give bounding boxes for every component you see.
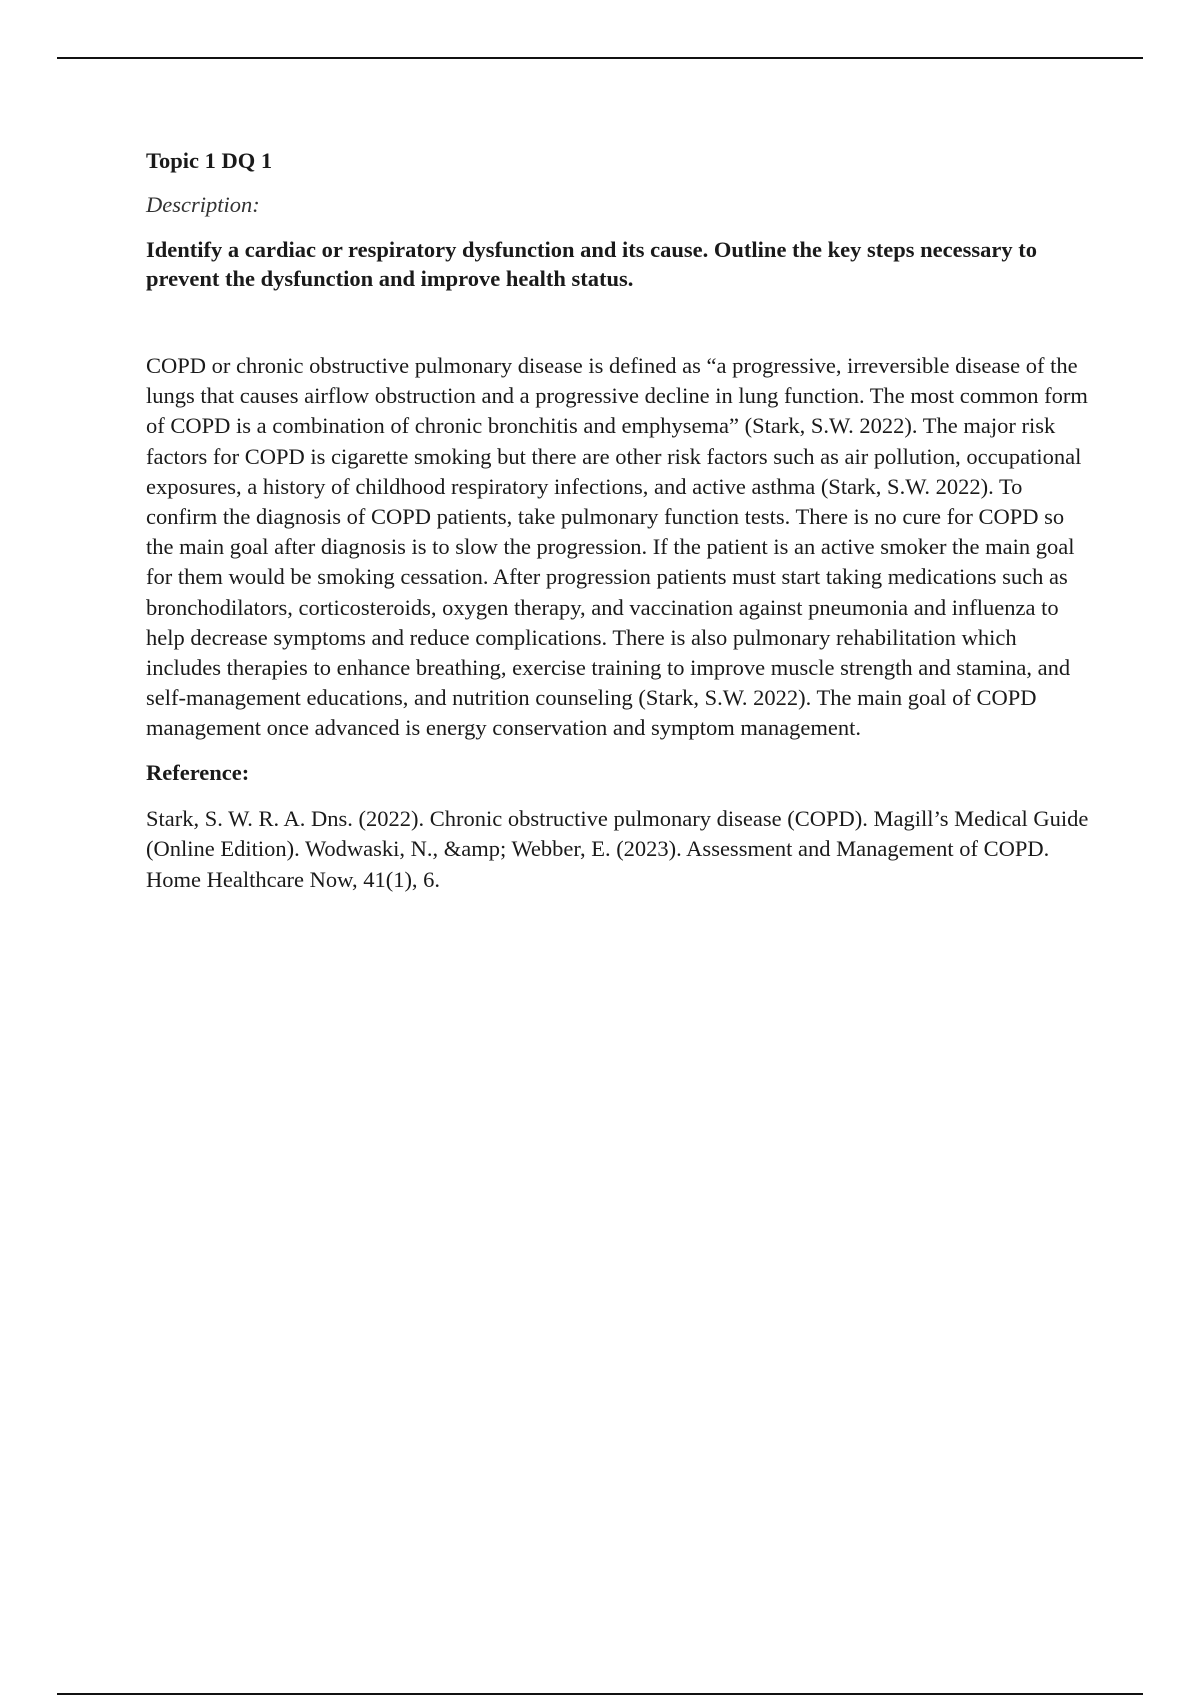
discussion-prompt: Identify a cardiac or respiratory dysfunction and its cause. Outline the key steps necessary to prevent the dysfunction and improve health status. [146, 237, 1038, 291]
document-content [146, 146, 1091, 895]
bottom-divider [57, 1693, 1143, 1695]
description-label: Description: [146, 192, 260, 217]
reference-heading: Reference: [146, 759, 250, 785]
page-title: Topic 1 DQ 1 [146, 148, 273, 173]
reference-text: Stark, S. W. R. A. Dns. (2022). Chronic obstructive pulmonary disease (COPD). Magill’s Medical Guide (Online Edition). Wodwaski, N., &amp; Webber, E. (2023). Assessment and Management of COPD. Home Healthcare Now, 41(1), 6. [146, 805, 1089, 892]
response-body: COPD or chronic obstructive pulmonary disease is defined as “a progressive, irreversible disease of the lungs that causes airflow obstruction and a progressive decline in lung function. The most common form of COPD is a combination of chronic bronchitis and emphysema” (Stark, S.W. 2022). The major risk factors for COPD is cigarette smoking but there are other risk factors such as air pollution, occupational exposures, a history of childhood respiratory infections, and active asthma (Stark, S.W. 2022). To confirm the diagnosis of COPD patients, take pulmonary function tests. There is no cure for COPD so the main goal after diagnosis is to slow the progression. If the patient is an active smoker the main goal for them would be smoking cessation. After progression patients must start taking medications such as bronchodilators, corticosteroids, oxygen therapy, and vaccination against pneumonia and influenza to help decrease symptoms and reduce complications. There is also pulmonary rehabilitation which includes therapies to enhance breathing, exercise training to improve muscle strength and stamina, and self-management educations, and nutrition counseling (Stark, S.W. 2022). The main goal of COPD management once advanced is energy conservation and symptom management. [146, 353, 1088, 741]
top-divider [57, 57, 1143, 59]
